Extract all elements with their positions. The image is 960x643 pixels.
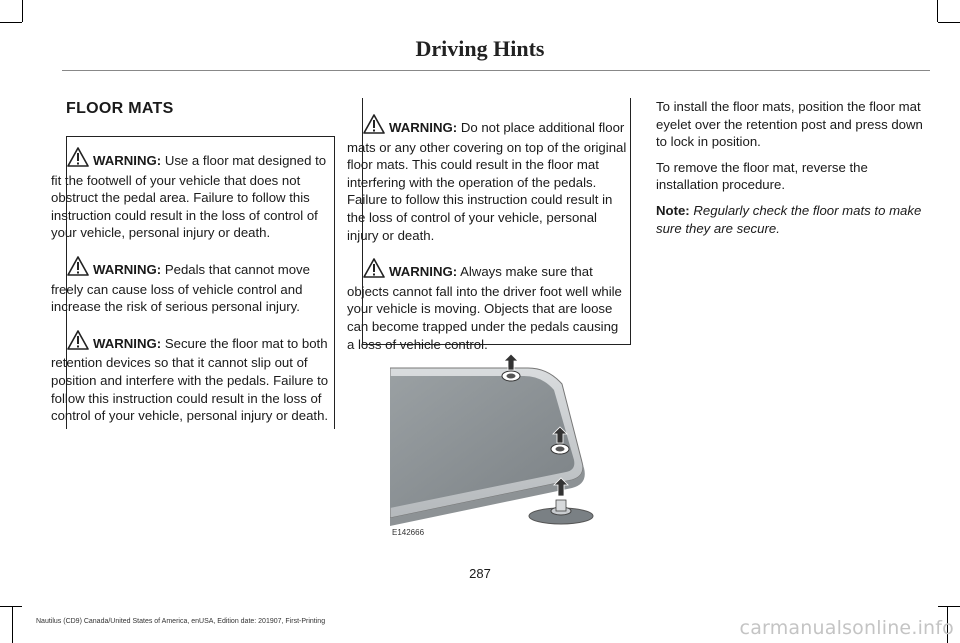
crop-mark <box>22 0 23 22</box>
note <box>656 202 928 237</box>
note-label: Note: <box>656 202 690 218</box>
page-header-title: Driving Hints <box>415 36 545 61</box>
installation-text <box>656 98 928 245</box>
warning-box-col1 <box>51 136 335 429</box>
watermark: carmanualsonline.info <box>739 617 954 639</box>
warning-triangle-icon <box>67 147 89 172</box>
figure-code: E142666 <box>392 528 425 537</box>
warning-label: WARNING: <box>93 153 162 168</box>
page-number: 287 <box>469 566 491 581</box>
crop-mark <box>0 606 22 607</box>
warning-item <box>51 256 332 316</box>
warning-item <box>347 114 628 244</box>
warning-text: Secure the floor mat to both retention devices so that it cannot slip out of position and interfere with the pedals. Failure to follow this instruction could result in the loss of control of your vehicle, personal injury or death. <box>51 335 329 424</box>
floor-mat-illustration <box>390 350 630 543</box>
warning-label: WARNING: <box>389 120 458 135</box>
warning-triangle-icon <box>363 258 385 283</box>
remove-instruction: To remove the floor mat, reverse the installation procedure. <box>656 159 868 193</box>
warning-text: Do not place additional floor mats or any other covering on top of the original floor mats. This could result in the floor mat interfering with the operation of the pedals. Failure to follow this instruction could result in the loss of control of your vehicle, personal injury or death. <box>347 120 627 243</box>
edition-footer: Nautilus (CD9) Canada/United States of America, enUSA, Edition date: 201907, First-Printing <box>36 618 326 625</box>
warning-item <box>51 147 332 242</box>
warning-triangle-icon <box>67 330 89 355</box>
warning-label: WARNING: <box>93 261 162 277</box>
crop-mark <box>937 0 938 22</box>
section-title: FLOOR MATS <box>66 100 174 117</box>
header-divider <box>62 70 930 71</box>
warning-label: WARNING: <box>93 335 162 351</box>
warning-triangle-icon <box>363 114 385 139</box>
crop-mark <box>938 22 960 23</box>
warning-item <box>51 330 332 425</box>
warning-triangle-icon <box>67 256 89 281</box>
warning-text: Pedals that cannot move freely can cause loss of vehicle control and increase the risk of serious personal injury. <box>51 261 310 315</box>
crop-mark <box>938 606 960 607</box>
warning-text: Use a floor mat designed to fit the footwell of your vehicle that does not obstruct the pedal area. Failure to follow this instruction could result in the loss of control of your vehicle, personal injury or death. <box>51 153 327 241</box>
note-text: Regularly check the floor mats to make sure they are secure. <box>656 202 922 236</box>
warning-text: Always make sure that objects cannot fall into the driver foot well while your vehicle is moving. Objects that are loose can become trapped under the pedals causing a loss of vehicle control. <box>347 264 622 352</box>
warning-box-col2 <box>347 98 631 352</box>
crop-mark <box>12 606 13 643</box>
install-instruction: To install the floor mats, position the floor mat eyelet over the retention post and press down to lock in position. <box>656 99 923 150</box>
warning-label: WARNING: <box>389 264 458 280</box>
warning-item <box>347 258 628 353</box>
crop-mark <box>0 22 22 23</box>
